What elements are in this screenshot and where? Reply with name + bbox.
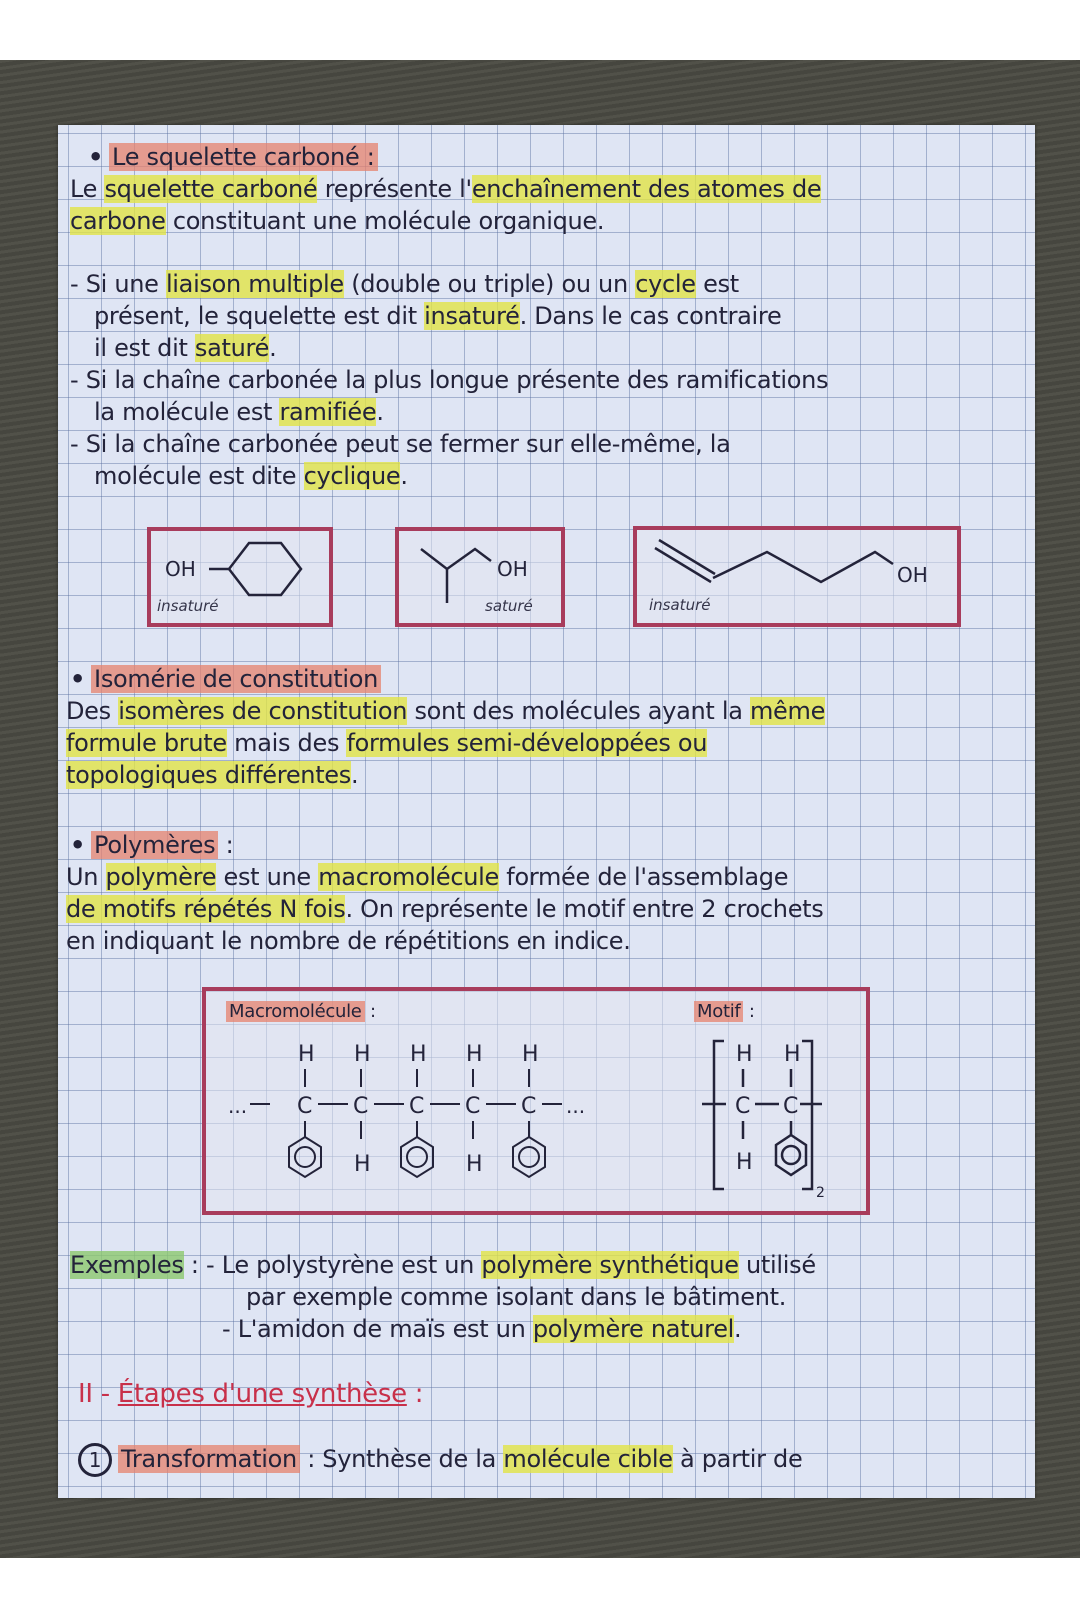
section-2-title: II - Étapes d'une synthèse :: [78, 1379, 424, 1409]
svg-text:C: C: [521, 1094, 537, 1119]
svg-text:...: ...: [566, 1094, 586, 1118]
bullet-icon: •: [88, 143, 104, 171]
rule-cyclique-line2: molécule est dite cyclique.: [94, 462, 408, 490]
svg-text:H: H: [410, 1042, 427, 1067]
exemples-line1: Exemples : - Le polystyrène est un polymère synthétique utilisé: [70, 1251, 816, 1279]
rule-ramifiee-line2: la molécule est ramifiée.: [94, 398, 384, 426]
svg-text:OH: OH: [165, 557, 196, 581]
motif-label: Motif :: [694, 1001, 755, 1022]
step-number-1-icon: 1: [78, 1443, 112, 1477]
step-1-line: 1 Transformation : Synthèse de la molécule cible à partir de: [78, 1443, 802, 1477]
svg-text:OH: OH: [897, 563, 928, 587]
example-box-cyclohexanol: [147, 527, 333, 627]
squelette-definition-line1: Le squelette carboné représente l'enchaînement des atomes de: [70, 175, 822, 203]
isomerie-line1: Des isomères de constitution sont des molécules ayant la même: [66, 697, 826, 725]
rule-cyclique-line1: - Si la chaîne carbonée peut se fermer sur elle-même, la: [70, 430, 731, 458]
example-box-pentenol: [633, 526, 961, 627]
polymeres-line1: Un polymère est une macromolécule formée de l'assemblage: [66, 863, 789, 891]
bullet-icon: •: [70, 831, 86, 859]
squelette-heading: • Le squelette carboné :: [88, 143, 378, 171]
example-caption: insaturé: [649, 596, 711, 614]
polymeres-line3: en indiquant le nombre de répétitions en indice.: [66, 927, 631, 955]
svg-text:2: 2: [816, 1185, 825, 1201]
exemples-line3: - L'amidon de maïs est un polymère naturel.: [222, 1315, 742, 1343]
example-caption: saturé: [485, 597, 533, 615]
rule-insature-line2: présent, le squelette est dit insaturé. Dans le cas contraire: [94, 302, 782, 330]
rule-ramifiee-line1: - Si la chaîne carbonée la plus longue présente des ramifications: [70, 366, 829, 394]
bullet-icon: •: [70, 665, 86, 693]
polystyrene-structure-icon: [206, 991, 866, 1211]
exemples-line2: par exemple comme isolant dans le bâtiment.: [246, 1283, 787, 1311]
isomerie-line3: topologiques différentes.: [66, 761, 359, 789]
svg-text:C: C: [353, 1094, 369, 1119]
polymeres-line2: de motifs répétés N fois. On représente le motif entre 2 crochets: [66, 895, 824, 923]
svg-text:H: H: [736, 1150, 753, 1175]
svg-text:H: H: [736, 1042, 753, 1067]
svg-text:C: C: [735, 1094, 751, 1119]
rule-insature-line1: - Si une liaison multiple (double ou triple) ou un cycle est: [70, 270, 739, 298]
polymeres-heading: • Polymères :: [70, 831, 234, 859]
isobutanol-structure-icon: [399, 531, 561, 623]
svg-text:C: C: [409, 1094, 425, 1119]
notebook-page: [58, 125, 1035, 1498]
svg-text:H: H: [466, 1152, 483, 1177]
svg-text:H: H: [298, 1042, 315, 1067]
macromolecule-label: Macromolécule :: [226, 1001, 376, 1022]
svg-text:C: C: [783, 1094, 799, 1119]
svg-text:...: ...: [228, 1094, 248, 1118]
isomerie-heading: • Isomérie de constitution: [70, 665, 381, 693]
svg-text:C: C: [465, 1094, 481, 1119]
svg-text:H: H: [354, 1042, 371, 1067]
isomerie-line2: formule brute mais des formules semi-développées ou: [66, 729, 708, 757]
rule-insature-line3: il est dit saturé.: [94, 334, 277, 362]
svg-text:OH: OH: [497, 557, 528, 581]
example-caption: insaturé: [157, 597, 219, 615]
svg-text:H: H: [522, 1042, 539, 1067]
svg-text:H: H: [354, 1152, 371, 1177]
squelette-definition-line2: carbone constituant une molécule organique.: [70, 207, 605, 235]
svg-text:H: H: [466, 1042, 483, 1067]
example-box-isobutanol: [395, 527, 565, 627]
svg-text:H: H: [784, 1042, 801, 1067]
svg-text:C: C: [297, 1094, 313, 1119]
polymer-diagram-box: [202, 987, 870, 1215]
